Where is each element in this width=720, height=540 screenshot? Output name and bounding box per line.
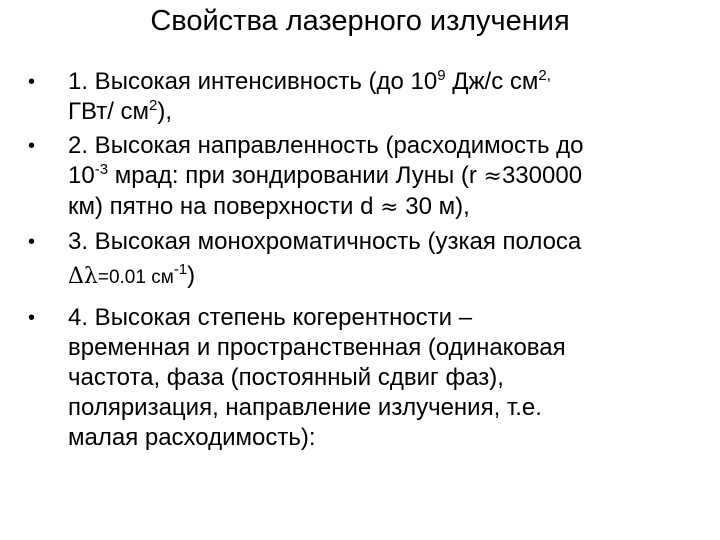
slide-title: Свойства лазерного излучения	[150, 5, 570, 37]
bullet-item-monochromaticity	[28, 227, 708, 293]
superscript: 2	[149, 97, 158, 114]
text-segment: км) пятно на поверхности d	[68, 193, 381, 220]
bullet-line: 2. Высокая направленность (расходимость до	[68, 132, 584, 159]
bullet-line: временная и пространственная (одинаковая	[68, 334, 566, 361]
bullet-dot: •	[28, 71, 36, 93]
text-segment: 330000	[501, 162, 583, 189]
text-segment: 30 м),	[398, 193, 470, 220]
bullet-list	[28, 67, 708, 457]
approx-symbol: ≈	[380, 195, 399, 220]
text-segment: ),	[157, 98, 173, 125]
bullet-line: малая расходимость):	[68, 424, 316, 451]
bullet-line: 3. Высокая монохроматичность (узкая полоса	[68, 228, 582, 255]
approx-symbol: ≈	[483, 164, 502, 189]
text-segment: 10	[68, 162, 95, 189]
bullet-line	[68, 67, 708, 97]
bullet-dot: •	[28, 307, 36, 329]
bullet-dot: •	[28, 135, 36, 157]
bullet-line	[68, 97, 708, 127]
text-segment: =0.01 см	[97, 267, 174, 288]
bullet-item-directionality	[28, 131, 708, 223]
superscript: -1	[173, 261, 188, 278]
bullet-item-coherence	[28, 303, 708, 453]
text-segment: мрад: при зондировании Луны (r	[108, 162, 484, 189]
text-segment: Дж/с см	[445, 68, 539, 95]
bullet-line: 4. Высокая степень когерентности –	[68, 304, 473, 331]
bullet-line: частота, фаза (постоянный сдвиг фаз),	[68, 364, 504, 391]
bullet-line	[68, 261, 708, 293]
bullet-dot: •	[28, 231, 36, 253]
bullet-item-intensity	[28, 67, 708, 127]
superscript: 9	[437, 67, 446, 84]
bullet-line: поляризация, направление излучения, т.е.	[68, 394, 542, 421]
bullet-line	[68, 192, 708, 223]
superscript: 2,	[538, 67, 551, 84]
bullet-line	[68, 161, 708, 192]
text-segment: )	[187, 262, 196, 289]
text-segment: 1. Высокая интенсивность (до 10	[68, 68, 438, 95]
superscript: -3	[94, 161, 109, 178]
delta-lambda-symbol: Δλ	[68, 264, 98, 289]
text-segment: ГВт/ см	[68, 98, 150, 125]
